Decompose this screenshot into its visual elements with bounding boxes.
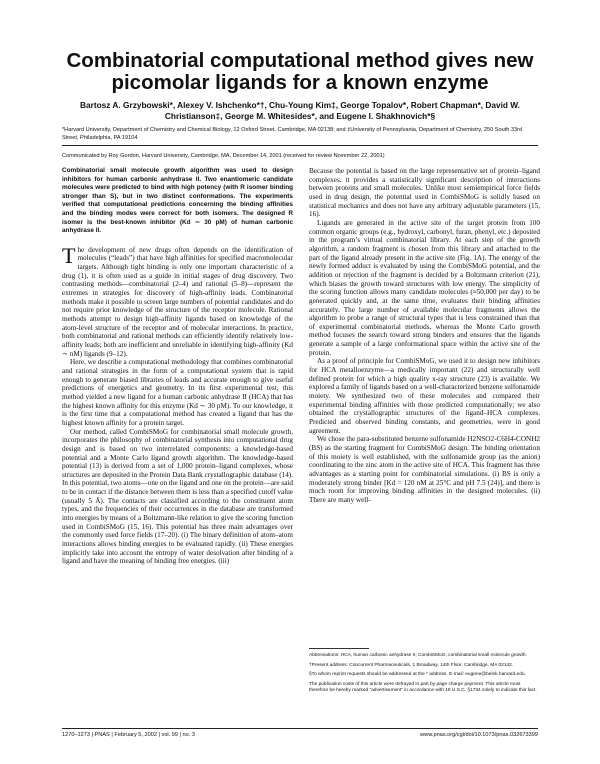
drop-cap: T [62, 242, 76, 268]
intro-text: he development of new drugs often depends on the identification of molecules (“leads”) that have high affinities for specified macromolecular targets. Although tight binding is only one important characteristic of a drug (1), it is often used as a guide in initial stages of drug discovery. Two contrasting methods—combinatorial (2–4) and rational (5–8)—represent the extremes in strategies for discovery of high-affinity leads. Combinatorial methods make it possible to screen large numbers of potential candidates and do not require prior knowledge of the structure of the receptor molecule. Rational methods attempt to design high-affinity ligands based on knowledge of the atom-level structure of the receptor and of molecular interactions. In practice, both combinatorial and rational methods can efficiently identify relatively low-affinity leads; both are inefficient and unreliable in identifying high-affinity (Kd ∼ nM) ligands (9–12). [62, 245, 294, 358]
affiliations: *Harvard University, Department of Chemistry and Chemical Biology, 12 Oxford Street, Cambridge, MA 02138; and ‡University of Pennsylvania, Department of Chemistry, 250 South 33rd Street, Philadelphia, PA 19104 [62, 127, 523, 141]
communicated-line: Communicated by Roy Gordon, Harvard University, Cambridge, MA, December 14, 2001 (received for review November 22, 2001) [62, 153, 385, 159]
abstract: Combinatorial small molecule growth algorithm was used to design inhibitors for human carbonic anhydrase II. Two enantiomeric candidate molecules were predicted to bind with high potency (with R isomer binding stronger than S), but in two distinct conformations. The experiments verified that computational predictions concerning the binding affinities and the binding modes were correct for both isomers. The designed R isomer is the best-known inhibitor (Kd ∼ 30 pM) of human carbonic anhydrase II. [62, 167, 293, 235]
right-column [309, 167, 540, 505]
footnote-abbreviations: Abbreviations: HCA, human carbonic anhydrase II; CombiSMoG, combinatorial small molecule growth. [309, 653, 527, 658]
header-divider [62, 145, 538, 146]
author-list: Bartosz A. Grzybowski*, Alexey V. Ishchenko*†, Chu-Young Kim‡, George Topalov*, Robert Chapman*, David W. Christianson‡, George M. Whitesides*, and Eugene I. Shakhnovich*§ [80, 100, 520, 121]
footer-divider [62, 728, 538, 729]
doi-link[interactable]: www.pnas.org/cgi/doi/10.1073/pnas.032673399 [420, 732, 538, 738]
body-paragraph: We chose the para-substituted benzene sulfonamide H2NSO2-C6H4-CONH2 (BS) as the starting fragment for CombiSMoG design. The binding orientation of this moiety is well established, with the sulfonamide group (as the anion) coordinating to the zinc atom in the active site of HCA. This fragment has three advantages as a starting point for combinatorial simulations. (i) BS is only a moderately strong binder [Kd = 120 nM at 25°C and pH 7.5 (24)], and there is much room for improving binding affinities in the designed molecules. (ii) There are many well- [309, 435, 540, 504]
footnote-publication-costs: The publication costs of this article were defrayed in part by page charge payment. This article must therefore be hereby marked “advertisement” in accordance with 18 U.S.C. §1734 solely to indicate this fact. [309, 681, 537, 694]
journal-folio: 1270–1273 | PNAS | February 5, 2002 | vol. 99 | no. 3 [62, 732, 195, 738]
footnote-divider [309, 648, 369, 649]
body-paragraph: Here, we describe a computational methodology that combines combinatorial and rational strategies in the form of a computational system that is rapid enough to generate biased libraries of leads and accurate enough to give useful predictions of energetics and geometry. In its first experimental test, this method yielded a new ligand for a human carbonic anhydrase II (HCA) that has the highest known affinity for this enzyme (Kd ∼ 30 pM). To our knowledge, it is the first time that a computational method has created a ligand that has the highest known affinity for a protein target. [62, 358, 293, 427]
left-column [62, 167, 293, 566]
body-paragraph: Ligands are generated in the active site of the target protein from 100 common organic groups (e.g., hydroxyl, carbonyl, furan, phenyl, etc.) deposited in the program’s virtual combinatorial library. At each step of the growth algorithm, a random fragment is chosen from this library and attached to the part of the ligand already present in the active site (Fig. 1A). The energy of the newly formed adduct is evaluated by using the CombiSMoG potential, and the addition or rejection of the fragment is decided by a Boltzmann criterion (21), which biases the growth toward structures with low energy. The simplicity of the scoring function allows many candidate molecules (≈50,000 per day) to be generated quickly and, at the same time, evaluates their binding affinities accurately. The large number of available molecular fragments allows the algorithm to probe a range of structural types that is less constrained than that of experimental combinatorial methods, whereas the Monte Carlo growth method focuses the search toward strong binders and ensures that the ligands generate a sample of a large conformational space within the active site of the protein. [309, 218, 540, 357]
body-paragraph: Our method, called CombiSMoG for combinatorial small molecule growth, incorporates the philosophy of combinatorial synthesis into computational drug design and is based on two interrelated components: a knowledge-based potential and a Monte Carlo ligand growth algorithm. The knowledge-based potential (13) is derived from a set of 1,000 protein–ligand complexes, whose structures are deposited in the Protein Data Bank crystallographic database (14). In this potential, two atoms—one on the ligand and one on the protein—are said to be in contact if the distance between them is less than a specified cutoff value (usually 5 Å). The contacts are classified according to the constituent atom types, and the frequencies of their occurrences in the database are transformed into energies by means of a Boltzmann-like relation to give the scoring function used in CombiSMoG (15, 16). This potential has three main advantages over the commonly used force fields (17–20). (i) The binary definition of atom–atom interactions allows binding energies to be evaluated rapidly. (ii) These energies implicitly take into account the entropy of water desolvation after binding of a ligand and have the meaning of binding free energies. (iii) [62, 427, 293, 566]
body-paragraph: As a proof of principle for CombiSMoG, we used it to design new inhibitors for HCA metalloenzyme—a medically important (22) and structurally well defined protein for which a high quality x-ray structure (23) is available. We explored a family of ligands based on a well-characterized benzene sulfonamide moiety. We synthesized two of these molecules and compared their experimental binding affinities with those predicted computationally; we also obtained the crystallographic structures of the ligand–HCA complexes. Predicted and observed binding constants, and geometries, were in good agreement. [309, 357, 540, 435]
body-paragraph: Because the potential is based on the large representative set of protein–ligand complexes, it provides a statistically significant description of interactions between proteins and small molecules. Unlike most semiempirical force fields used in drug design, the potential used in CombiSMoG is solidly based on statistical mechanics and does not have any arbitrary adjustable parameters (15, 16). [309, 167, 540, 219]
intro-paragraph [62, 242, 294, 359]
article-title: Combinatorial computational method gives new picomolar ligands for a known enzyme [66, 49, 534, 94]
footnote-reprint: §To whom reprint requests should be addressed at the * address. E-mail: eugene@belok.harvard.edu. [309, 672, 526, 678]
footnotes [309, 648, 540, 698]
footnote-present-address: †Present address: Concurrent Pharmaceuticals, 1 Broadway, 14th Floor, Cambridge, MA 02142. [309, 662, 514, 668]
